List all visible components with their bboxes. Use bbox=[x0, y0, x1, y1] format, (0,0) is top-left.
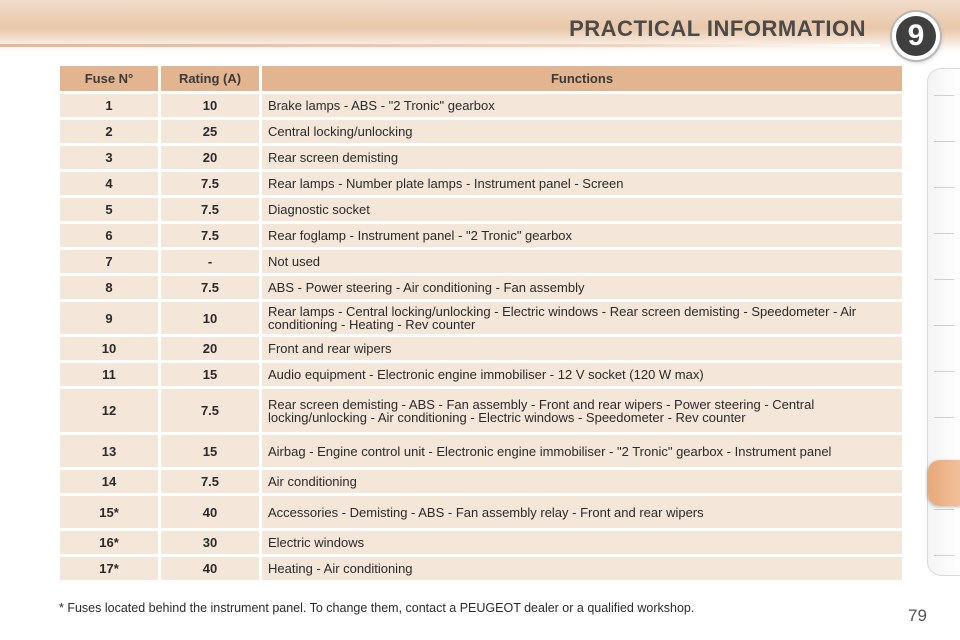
chapter-badge bbox=[892, 12, 940, 60]
fuse-number-cell: 11 bbox=[60, 363, 158, 386]
fuse-number-cell: 6 bbox=[60, 224, 158, 247]
tab-divider bbox=[934, 325, 954, 326]
header-divider bbox=[0, 44, 880, 47]
fuse-number-cell: 3 bbox=[60, 146, 158, 169]
table-row bbox=[60, 337, 902, 360]
rating-cell: 10 bbox=[161, 94, 259, 117]
fuse-number-cell: 7 bbox=[60, 250, 158, 273]
rating-cell: 7.5 bbox=[161, 389, 259, 432]
rating-cell: 7.5 bbox=[161, 470, 259, 493]
fuse-table bbox=[57, 63, 905, 583]
active-chapter-tab[interactable] bbox=[928, 460, 960, 506]
fuse-number-cell: 14 bbox=[60, 470, 158, 493]
table-row bbox=[60, 302, 902, 334]
rating-cell: 20 bbox=[161, 337, 259, 360]
fuse-number-cell: 2 bbox=[60, 120, 158, 143]
table-row bbox=[60, 172, 902, 195]
rating-cell: 15 bbox=[161, 363, 259, 386]
functions-cell: Accessories - Demisting - ABS - Fan assembly relay - Front and rear wipers bbox=[262, 496, 902, 528]
functions-cell: Air conditioning bbox=[262, 470, 902, 493]
table-row bbox=[60, 224, 902, 247]
rating-cell: 40 bbox=[161, 557, 259, 580]
tab-divider bbox=[934, 279, 954, 280]
tab-divider bbox=[934, 509, 954, 510]
fuse-number-cell: 9 bbox=[60, 302, 158, 334]
rating-cell: - bbox=[161, 250, 259, 273]
chapter-number: 9 bbox=[896, 16, 936, 56]
fuse-number-cell: 16* bbox=[60, 531, 158, 554]
page-number: 79 bbox=[908, 606, 927, 625]
functions-cell: Audio equipment - Electronic engine immobiliser - 12 V socket (120 W max) bbox=[262, 363, 902, 386]
column-header-functions: Functions bbox=[262, 66, 902, 91]
tab-divider bbox=[934, 95, 954, 96]
fuse-number-cell: 13 bbox=[60, 435, 158, 467]
table-row bbox=[60, 363, 902, 386]
functions-cell: Electric windows bbox=[262, 531, 902, 554]
tab-divider bbox=[934, 141, 954, 142]
table-row bbox=[60, 198, 902, 221]
functions-cell: Central locking/unlocking bbox=[262, 120, 902, 143]
functions-cell: Not used bbox=[262, 250, 902, 273]
rating-cell: 20 bbox=[161, 146, 259, 169]
tab-divider bbox=[934, 187, 954, 188]
table-row bbox=[60, 389, 902, 432]
column-header-rating: Rating (A) bbox=[161, 66, 259, 91]
rating-cell: 30 bbox=[161, 531, 259, 554]
functions-cell: Rear lamps - Number plate lamps - Instrument panel - Screen bbox=[262, 172, 902, 195]
rating-cell: 7.5 bbox=[161, 224, 259, 247]
table-row bbox=[60, 557, 902, 580]
footnote: * Fuses located behind the instrument panel. To change them, contact a PEUGEOT dealer or a qualified workshop. bbox=[59, 601, 695, 615]
fuse-number-cell: 17* bbox=[60, 557, 158, 580]
tab-divider bbox=[934, 555, 954, 556]
functions-cell: Heating - Air conditioning bbox=[262, 557, 902, 580]
table-row bbox=[60, 435, 902, 467]
table-row bbox=[60, 276, 902, 299]
rating-cell: 40 bbox=[161, 496, 259, 528]
rating-cell: 25 bbox=[161, 120, 259, 143]
functions-cell: Diagnostic socket bbox=[262, 198, 902, 221]
functions-cell: ABS - Power steering - Air conditioning - Fan assembly bbox=[262, 276, 902, 299]
table-row bbox=[60, 146, 902, 169]
column-header-fuse: Fuse N° bbox=[60, 66, 158, 91]
functions-cell: Airbag - Engine control unit - Electronic engine immobiliser - "2 Tronic" gearbox - Instrument panel bbox=[262, 435, 902, 467]
fuse-number-cell: 8 bbox=[60, 276, 158, 299]
table-row bbox=[60, 250, 902, 273]
table-row bbox=[60, 496, 902, 528]
table-row bbox=[60, 531, 902, 554]
table-row bbox=[60, 94, 902, 117]
table-row bbox=[60, 120, 902, 143]
rating-cell: 7.5 bbox=[161, 198, 259, 221]
fuse-number-cell: 4 bbox=[60, 172, 158, 195]
rating-cell: 7.5 bbox=[161, 276, 259, 299]
chapter-title: PRACTICAL INFORMATION bbox=[569, 16, 866, 41]
rating-cell: 15 bbox=[161, 435, 259, 467]
tab-divider bbox=[934, 417, 954, 418]
fuse-number-cell: 1 bbox=[60, 94, 158, 117]
tab-divider bbox=[934, 371, 954, 372]
functions-cell: Rear screen demisting bbox=[262, 146, 902, 169]
tab-divider bbox=[934, 233, 954, 234]
table-row bbox=[60, 470, 902, 493]
functions-cell: Rear lamps - Central locking/unlocking - Electric windows - Rear screen demisting - Speedometer - Air conditioning - Heating - Rev counter bbox=[262, 302, 902, 334]
functions-cell: Rear screen demisting - ABS - Fan assembly - Front and rear wipers - Power steering - Central locking/unlocking - Air conditioning - Electric windows - Speedometer - Rev counter bbox=[262, 389, 902, 432]
fuse-number-cell: 10 bbox=[60, 337, 158, 360]
functions-cell: Front and rear wipers bbox=[262, 337, 902, 360]
functions-cell: Brake lamps - ABS - "2 Tronic" gearbox bbox=[262, 94, 902, 117]
fuse-number-cell: 12 bbox=[60, 389, 158, 432]
fuse-number-cell: 15* bbox=[60, 496, 158, 528]
functions-cell: Rear foglamp - Instrument panel - "2 Tronic" gearbox bbox=[262, 224, 902, 247]
fuse-number-cell: 5 bbox=[60, 198, 158, 221]
rating-cell: 10 bbox=[161, 302, 259, 334]
rating-cell: 7.5 bbox=[161, 172, 259, 195]
table-header-row bbox=[60, 66, 902, 91]
table-body bbox=[60, 94, 902, 580]
